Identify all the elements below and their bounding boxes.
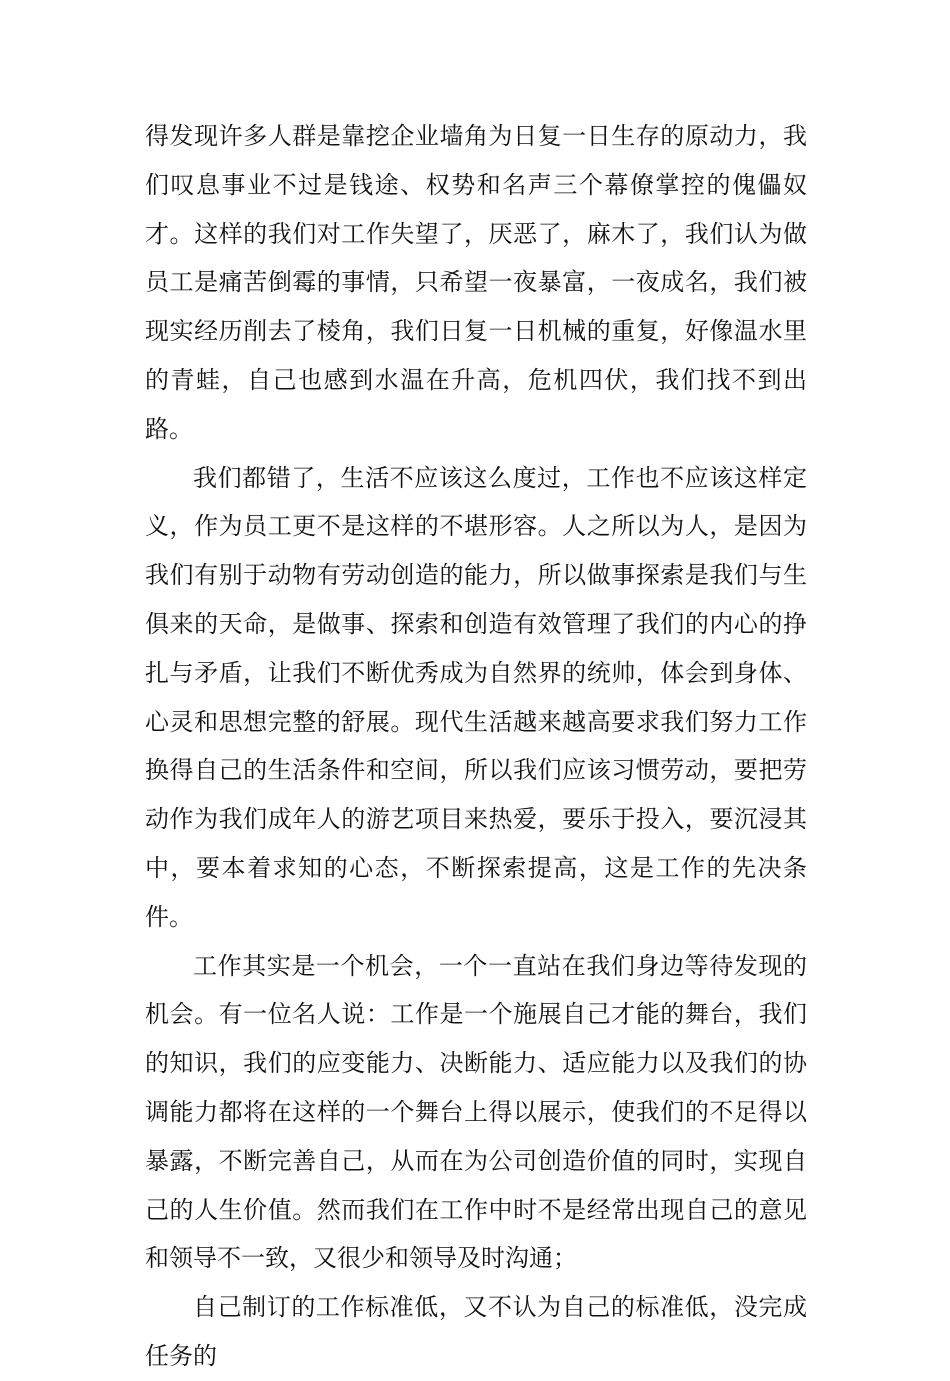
paragraph-4: 自己制订的工作标准低，又不认为自己的标准低，没完成任务的 <box>145 1293 807 1370</box>
body-text <box>145 112 807 1381</box>
paragraph-2: 我们都错了，生活不应该这么度过，工作也不应该这样定义，作为员工更不是这样的不堪形容。人之所以为人，是因为我们有别于动物有劳动创造的能力，所以做事探索是我们与生俱来的天命，是做事、探索和创造有效管理了我们的内心的挣扎与矛盾，让我们不断优秀成为自然界的统帅，体会到身体、心灵和思想完整的舒展。现代生活越来越高要求我们努力工作换得自己的生活条件和空间，所以我们应该习惯劳动，要把劳动作为我们成年人的游艺项目来热爱，要乐于投入，要沉浸其中，要本着求知的心态，不断探索提高，这是工作的先决条件。 <box>145 463 807 931</box>
paragraph-1: 得发现许多人群是靠挖企业墙角为日复一日生存的原动力，我们叹息事业不过是钱途、权势和名声三个幕僚掌控的傀儡奴才。这样的我们对工作失望了，厌恶了，麻木了，我们认为做员工是痛苦倒霉的事情，只希望一夜暴富，一夜成名，我们被现实经历削去了棱角，我们日复一日机械的重复，好像温水里的青蛙，自己也感到水温在升高，危机四伏，我们找不到出路。 <box>145 122 807 443</box>
paragraph-3: 工作其实是一个机会，一个一直站在我们身边等待发现的机会。有一位名人说：工作是一个施展自己才能的舞台，我们的知识，我们的应变能力、决断能力、适应能力以及我们的协调能力都将在这样的一个舞台上得以展示，使我们的不足得以暴露，不断完善自己，从而在为公司创造价值的同时，实现自己的人生价值。然而我们在工作中时不是经常出现自己的意见和领导不一致，又很少和领导及时沟通； <box>145 951 807 1273</box>
